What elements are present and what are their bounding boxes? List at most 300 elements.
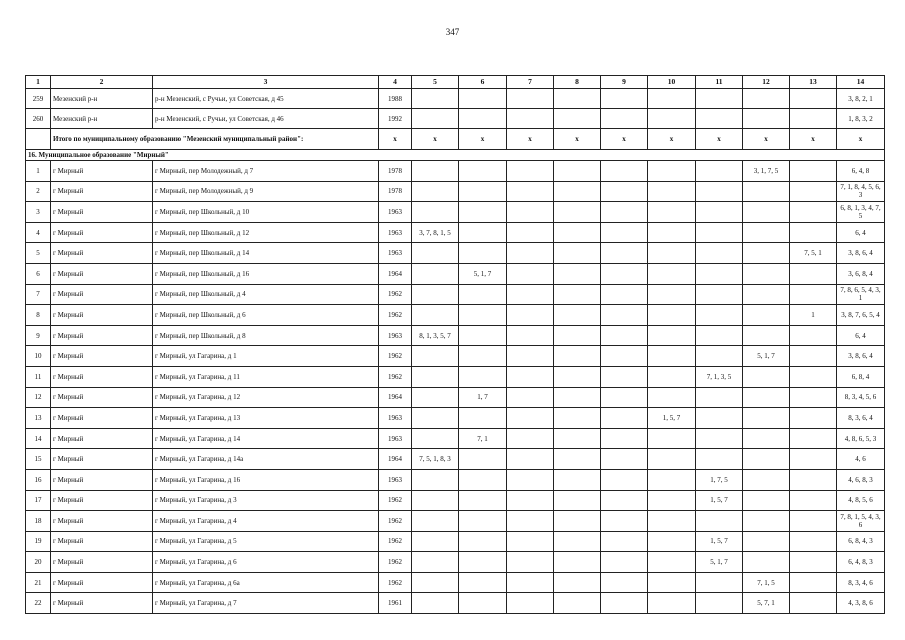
table-row bbox=[26, 263, 885, 284]
year-cell: 1963 bbox=[379, 408, 412, 429]
value-cell-c6 bbox=[459, 89, 507, 109]
value-cell-c14: 8, 3, 4, 6 bbox=[837, 572, 885, 593]
value-cell-c12: 7, 1, 5 bbox=[743, 572, 790, 593]
year-cell: 1962 bbox=[379, 552, 412, 573]
value-cell-c12 bbox=[743, 263, 790, 284]
address-cell: г Мирный, ул Гагарина, д 4 bbox=[153, 511, 379, 532]
address-cell: г Мирный, ул Гагарина, д 16 bbox=[153, 469, 379, 490]
value-cell-c13 bbox=[790, 325, 837, 346]
value-cell-c11 bbox=[696, 408, 743, 429]
value-cell-c12 bbox=[743, 284, 790, 305]
row-number: 1 bbox=[26, 161, 51, 182]
address-cell: г Мирный, пер Школьный, д 4 bbox=[153, 284, 379, 305]
total-x-cell: x bbox=[648, 129, 696, 150]
total-x-cell: x bbox=[412, 129, 459, 150]
value-cell-c5 bbox=[412, 202, 459, 223]
value-cell-c12 bbox=[743, 243, 790, 264]
value-cell-c11: 5, 1, 7 bbox=[696, 552, 743, 573]
value-cell-c9 bbox=[601, 408, 648, 429]
value-cell-c7 bbox=[507, 428, 554, 449]
value-cell-c7 bbox=[507, 109, 554, 129]
column-header: 11 bbox=[696, 76, 743, 89]
value-cell-c8 bbox=[554, 202, 601, 223]
section-row bbox=[26, 150, 885, 161]
address-cell: г Мирный, пер Школьный, д 10 bbox=[153, 202, 379, 223]
value-cell-c13 bbox=[790, 552, 837, 573]
value-cell-c8 bbox=[554, 593, 601, 614]
value-cell-c12: 5, 7, 1 bbox=[743, 593, 790, 614]
row-number: 5 bbox=[26, 243, 51, 264]
value-cell-c5 bbox=[412, 284, 459, 305]
table-row bbox=[26, 284, 885, 305]
value-cell-c6 bbox=[459, 222, 507, 243]
address-cell: г Мирный, ул Гагарина, д 1 bbox=[153, 346, 379, 367]
row-number: 4 bbox=[26, 222, 51, 243]
value-cell-c8 bbox=[554, 222, 601, 243]
table-row bbox=[26, 109, 885, 129]
table-row bbox=[26, 511, 885, 532]
address-cell: г Мирный, пер Школьный, д 16 bbox=[153, 263, 379, 284]
value-cell-c13 bbox=[790, 511, 837, 532]
value-cell-c6: 5, 1, 7 bbox=[459, 263, 507, 284]
total-x-cell: x bbox=[837, 129, 885, 150]
value-cell-c10 bbox=[648, 202, 696, 223]
district-cell: г Мирный bbox=[51, 572, 153, 593]
value-cell-c10 bbox=[648, 89, 696, 109]
district-cell: г Мирный bbox=[51, 531, 153, 552]
year-cell: 1961 bbox=[379, 593, 412, 614]
value-cell-c8 bbox=[554, 469, 601, 490]
value-cell-c7 bbox=[507, 243, 554, 264]
value-cell-c7 bbox=[507, 490, 554, 511]
value-cell-c10 bbox=[648, 243, 696, 264]
address-cell: г Мирный, ул Гагарина, д 13 bbox=[153, 408, 379, 429]
value-cell-c13 bbox=[790, 89, 837, 109]
value-cell-c12 bbox=[743, 109, 790, 129]
total-x-cell: x bbox=[507, 129, 554, 150]
district-cell: г Мирный bbox=[51, 181, 153, 202]
value-cell-c7 bbox=[507, 593, 554, 614]
value-cell-c7 bbox=[507, 366, 554, 387]
table-row bbox=[26, 181, 885, 202]
value-cell-c12: 3, 1, 7, 5 bbox=[743, 161, 790, 182]
row-number: 3 bbox=[26, 202, 51, 223]
district-cell: г Мирный bbox=[51, 490, 153, 511]
value-cell-c10 bbox=[648, 572, 696, 593]
value-cell-c5 bbox=[412, 89, 459, 109]
table-row bbox=[26, 469, 885, 490]
value-cell-c8 bbox=[554, 181, 601, 202]
value-cell-c7 bbox=[507, 511, 554, 532]
value-cell-c9 bbox=[601, 366, 648, 387]
address-cell: г Мирный, пер Молодежный, д 7 bbox=[153, 161, 379, 182]
value-cell-c14: 3, 8, 7, 6, 5, 4 bbox=[837, 305, 885, 326]
value-cell-c9 bbox=[601, 552, 648, 573]
value-cell-c5 bbox=[412, 305, 459, 326]
value-cell-c13 bbox=[790, 109, 837, 129]
value-cell-c5 bbox=[412, 109, 459, 129]
value-cell-c10 bbox=[648, 305, 696, 326]
value-cell-c12 bbox=[743, 222, 790, 243]
value-cell-c13 bbox=[790, 263, 837, 284]
column-header: 8 bbox=[554, 76, 601, 89]
value-cell-c8 bbox=[554, 408, 601, 429]
value-cell-c9 bbox=[601, 346, 648, 367]
value-cell-c5 bbox=[412, 243, 459, 264]
value-cell-c14: 7, 1, 8, 4, 5, 6, 3 bbox=[837, 181, 885, 202]
address-cell: р-н Мезенский, с Ручьи, ул Советская, д 46 bbox=[153, 109, 379, 129]
value-cell-c14: 4, 3, 8, 6 bbox=[837, 593, 885, 614]
year-cell: 1963 bbox=[379, 325, 412, 346]
value-cell-c14: 3, 6, 8, 4 bbox=[837, 263, 885, 284]
district-cell: г Мирный bbox=[51, 305, 153, 326]
year-cell: 1963 bbox=[379, 428, 412, 449]
value-cell-c7 bbox=[507, 387, 554, 408]
value-cell-c7 bbox=[507, 346, 554, 367]
value-cell-c13 bbox=[790, 531, 837, 552]
year-cell: 1964 bbox=[379, 449, 412, 470]
year-cell: 1978 bbox=[379, 161, 412, 182]
value-cell-c9 bbox=[601, 284, 648, 305]
value-cell-c5 bbox=[412, 490, 459, 511]
header-row bbox=[26, 76, 885, 89]
column-header: 9 bbox=[601, 76, 648, 89]
column-header: 10 bbox=[648, 76, 696, 89]
value-cell-c8 bbox=[554, 161, 601, 182]
district-cell: г Мирный bbox=[51, 325, 153, 346]
value-cell-c9 bbox=[601, 202, 648, 223]
year-cell: 1962 bbox=[379, 531, 412, 552]
value-cell-c12 bbox=[743, 366, 790, 387]
value-cell-c6 bbox=[459, 202, 507, 223]
value-cell-c5 bbox=[412, 593, 459, 614]
address-cell: г Мирный, ул Гагарина, д 6 bbox=[153, 552, 379, 573]
district-cell: г Мирный bbox=[51, 222, 153, 243]
district-cell: г Мирный bbox=[51, 263, 153, 284]
year-cell: 1962 bbox=[379, 305, 412, 326]
value-cell-c11 bbox=[696, 222, 743, 243]
value-cell-c9 bbox=[601, 490, 648, 511]
value-cell-c14: 6, 8, 1, 3, 4, 7, 5 bbox=[837, 202, 885, 223]
total-x-cell: x bbox=[379, 129, 412, 150]
value-cell-c10 bbox=[648, 449, 696, 470]
value-cell-c11: 1, 7, 5 bbox=[696, 469, 743, 490]
value-cell-c11 bbox=[696, 346, 743, 367]
value-cell-c14: 3, 8, 6, 4 bbox=[837, 243, 885, 264]
total-x-cell: x bbox=[554, 129, 601, 150]
value-cell-c9 bbox=[601, 387, 648, 408]
address-cell: г Мирный, ул Гагарина, д 14 bbox=[153, 428, 379, 449]
value-cell-c13: 1 bbox=[790, 305, 837, 326]
address-cell: г Мирный, ул Гагарина, д 11 bbox=[153, 366, 379, 387]
row-number: 14 bbox=[26, 428, 51, 449]
value-cell-c10 bbox=[648, 161, 696, 182]
value-cell-c10 bbox=[648, 552, 696, 573]
register-table bbox=[25, 75, 885, 614]
value-cell-c14: 6, 4, 8, 3 bbox=[837, 552, 885, 573]
value-cell-c10 bbox=[648, 181, 696, 202]
column-header: 14 bbox=[837, 76, 885, 89]
value-cell-c10 bbox=[648, 325, 696, 346]
value-cell-c10 bbox=[648, 469, 696, 490]
value-cell-c10 bbox=[648, 366, 696, 387]
table-row bbox=[26, 305, 885, 326]
value-cell-c5 bbox=[412, 366, 459, 387]
value-cell-c6 bbox=[459, 490, 507, 511]
value-cell-c12 bbox=[743, 408, 790, 429]
value-cell-c10 bbox=[648, 511, 696, 532]
district-cell: г Мирный bbox=[51, 469, 153, 490]
value-cell-c7 bbox=[507, 325, 554, 346]
value-cell-c5 bbox=[412, 531, 459, 552]
table-row bbox=[26, 490, 885, 511]
value-cell-c6 bbox=[459, 325, 507, 346]
value-cell-c14: 3, 8, 6, 4 bbox=[837, 346, 885, 367]
column-header: 2 bbox=[51, 76, 153, 89]
value-cell-c8 bbox=[554, 511, 601, 532]
value-cell-c13 bbox=[790, 490, 837, 511]
address-cell: г Мирный, ул Гагарина, д 12 bbox=[153, 387, 379, 408]
year-cell: 1963 bbox=[379, 222, 412, 243]
value-cell-c8 bbox=[554, 284, 601, 305]
value-cell-c11 bbox=[696, 449, 743, 470]
column-header: 3 bbox=[153, 76, 379, 89]
value-cell-c11: 1, 5, 7 bbox=[696, 490, 743, 511]
value-cell-c6: 1, 7 bbox=[459, 387, 507, 408]
address-cell: р-н Мезенский, с Ручьи, ул Советская, д 45 bbox=[153, 89, 379, 109]
value-cell-c7 bbox=[507, 263, 554, 284]
value-cell-c13 bbox=[790, 387, 837, 408]
value-cell-c5 bbox=[412, 511, 459, 532]
value-cell-c11: 7, 1, 3, 5 bbox=[696, 366, 743, 387]
value-cell-c6 bbox=[459, 449, 507, 470]
column-header: 4 bbox=[379, 76, 412, 89]
value-cell-c11 bbox=[696, 305, 743, 326]
year-cell: 1964 bbox=[379, 263, 412, 284]
value-cell-c5 bbox=[412, 572, 459, 593]
value-cell-c6 bbox=[459, 346, 507, 367]
value-cell-c11 bbox=[696, 511, 743, 532]
value-cell-c7 bbox=[507, 531, 554, 552]
value-cell-c11 bbox=[696, 572, 743, 593]
value-cell-c9 bbox=[601, 109, 648, 129]
address-cell: г Мирный, ул Гагарина, д 7 bbox=[153, 593, 379, 614]
row-number: 11 bbox=[26, 366, 51, 387]
value-cell-c8 bbox=[554, 428, 601, 449]
value-cell-c12 bbox=[743, 89, 790, 109]
value-cell-c11 bbox=[696, 161, 743, 182]
value-cell-c7 bbox=[507, 552, 554, 573]
value-cell-c6 bbox=[459, 511, 507, 532]
value-cell-c7 bbox=[507, 89, 554, 109]
value-cell-c9 bbox=[601, 511, 648, 532]
value-cell-c10: 1, 5, 7 bbox=[648, 408, 696, 429]
column-header: 13 bbox=[790, 76, 837, 89]
value-cell-c9 bbox=[601, 593, 648, 614]
value-cell-c6 bbox=[459, 469, 507, 490]
address-cell: г Мирный, пер Школьный, д 14 bbox=[153, 243, 379, 264]
value-cell-c11 bbox=[696, 387, 743, 408]
column-header: 7 bbox=[507, 76, 554, 89]
value-cell-c8 bbox=[554, 490, 601, 511]
row-number: 16 bbox=[26, 469, 51, 490]
value-cell-c5 bbox=[412, 408, 459, 429]
section-title: 16. Муниципальное образование "Мирный" bbox=[26, 150, 885, 161]
value-cell-c12 bbox=[743, 552, 790, 573]
value-cell-c10 bbox=[648, 387, 696, 408]
value-cell-c14: 6, 8, 4, 3 bbox=[837, 531, 885, 552]
value-cell-c10 bbox=[648, 284, 696, 305]
total-x-cell: x bbox=[696, 129, 743, 150]
value-cell-c11 bbox=[696, 593, 743, 614]
value-cell-c14: 4, 6 bbox=[837, 449, 885, 470]
row-number: 17 bbox=[26, 490, 51, 511]
value-cell-c8 bbox=[554, 449, 601, 470]
value-cell-c5: 7, 5, 1, 8, 3 bbox=[412, 449, 459, 470]
page-number: 347 bbox=[445, 27, 460, 37]
value-cell-c5 bbox=[412, 552, 459, 573]
value-cell-c14: 1, 8, 3, 2 bbox=[837, 109, 885, 129]
district-cell: г Мирный bbox=[51, 552, 153, 573]
value-cell-c10 bbox=[648, 593, 696, 614]
value-cell-c13 bbox=[790, 222, 837, 243]
value-cell-c7 bbox=[507, 222, 554, 243]
value-cell-c10 bbox=[648, 428, 696, 449]
value-cell-c9 bbox=[601, 325, 648, 346]
year-cell: 1963 bbox=[379, 202, 412, 223]
value-cell-c7 bbox=[507, 408, 554, 429]
column-header: 6 bbox=[459, 76, 507, 89]
district-cell: г Мирный bbox=[51, 408, 153, 429]
address-cell: г Мирный, ул Гагарина, д 5 bbox=[153, 531, 379, 552]
table-row bbox=[26, 89, 885, 109]
value-cell-c5 bbox=[412, 181, 459, 202]
value-cell-c6 bbox=[459, 161, 507, 182]
year-cell: 1978 bbox=[379, 181, 412, 202]
value-cell-c8 bbox=[554, 89, 601, 109]
district-cell: г Мирный bbox=[51, 593, 153, 614]
total-x-cell: x bbox=[743, 129, 790, 150]
district-cell: г Мирный bbox=[51, 366, 153, 387]
table-row bbox=[26, 222, 885, 243]
district-cell: Мезенский р-н bbox=[51, 89, 153, 109]
value-cell-c7 bbox=[507, 469, 554, 490]
year-cell: 1962 bbox=[379, 511, 412, 532]
value-cell-c6 bbox=[459, 181, 507, 202]
value-cell-c7 bbox=[507, 161, 554, 182]
table-row bbox=[26, 449, 885, 470]
value-cell-c11: 1, 5, 7 bbox=[696, 531, 743, 552]
total-row bbox=[26, 129, 885, 150]
column-header: 1 bbox=[26, 76, 51, 89]
value-cell-c12 bbox=[743, 428, 790, 449]
value-cell-c12 bbox=[743, 325, 790, 346]
address-cell: г Мирный, пер Молодежный, д 9 bbox=[153, 181, 379, 202]
value-cell-c6 bbox=[459, 366, 507, 387]
value-cell-c10 bbox=[648, 490, 696, 511]
value-cell-c7 bbox=[507, 572, 554, 593]
value-cell-c12 bbox=[743, 449, 790, 470]
value-cell-c7 bbox=[507, 449, 554, 470]
value-cell-c6 bbox=[459, 552, 507, 573]
year-cell: 1962 bbox=[379, 346, 412, 367]
value-cell-c10 bbox=[648, 222, 696, 243]
district-cell: г Мирный bbox=[51, 243, 153, 264]
row-number: 12 bbox=[26, 387, 51, 408]
column-header: 5 bbox=[412, 76, 459, 89]
value-cell-c8 bbox=[554, 325, 601, 346]
row-number: 19 bbox=[26, 531, 51, 552]
row-number: 22 bbox=[26, 593, 51, 614]
value-cell-c7 bbox=[507, 181, 554, 202]
value-cell-c12 bbox=[743, 387, 790, 408]
value-cell-c8 bbox=[554, 531, 601, 552]
value-cell-c9 bbox=[601, 531, 648, 552]
value-cell-c14: 6, 4 bbox=[837, 325, 885, 346]
value-cell-c14: 4, 6, 8, 3 bbox=[837, 469, 885, 490]
district-cell: г Мирный bbox=[51, 161, 153, 182]
value-cell-c11 bbox=[696, 202, 743, 223]
row-number: 18 bbox=[26, 511, 51, 532]
row-number: 6 bbox=[26, 263, 51, 284]
value-cell-c11 bbox=[696, 243, 743, 264]
total-x-cell: x bbox=[601, 129, 648, 150]
value-cell-c13 bbox=[790, 572, 837, 593]
value-cell-c9 bbox=[601, 222, 648, 243]
value-cell-c9 bbox=[601, 428, 648, 449]
district-cell: г Мирный bbox=[51, 284, 153, 305]
value-cell-c10 bbox=[648, 531, 696, 552]
value-cell-c7 bbox=[507, 202, 554, 223]
value-cell-c6 bbox=[459, 305, 507, 326]
value-cell-c11 bbox=[696, 325, 743, 346]
table-body bbox=[26, 89, 885, 614]
district-cell: г Мирный bbox=[51, 449, 153, 470]
value-cell-c7 bbox=[507, 305, 554, 326]
value-cell-c6 bbox=[459, 284, 507, 305]
year-cell: 1988 bbox=[379, 89, 412, 109]
year-cell: 1964 bbox=[379, 387, 412, 408]
value-cell-c14: 7, 8, 1, 5, 4, 3, 6 bbox=[837, 511, 885, 532]
value-cell-c10 bbox=[648, 109, 696, 129]
value-cell-c8 bbox=[554, 263, 601, 284]
value-cell-c5: 8, 1, 3, 5, 7 bbox=[412, 325, 459, 346]
value-cell-c8 bbox=[554, 552, 601, 573]
table-row bbox=[26, 428, 885, 449]
value-cell-c13 bbox=[790, 449, 837, 470]
row-number: 259 bbox=[26, 89, 51, 109]
value-cell-c13 bbox=[790, 181, 837, 202]
row-number: 9 bbox=[26, 325, 51, 346]
value-cell-c8 bbox=[554, 305, 601, 326]
row-number: 20 bbox=[26, 552, 51, 573]
value-cell-c13 bbox=[790, 366, 837, 387]
total-x-cell: x bbox=[790, 129, 837, 150]
value-cell-c5 bbox=[412, 428, 459, 449]
value-cell-c8 bbox=[554, 387, 601, 408]
value-cell-c5 bbox=[412, 263, 459, 284]
value-cell-c13 bbox=[790, 346, 837, 367]
value-cell-c8 bbox=[554, 366, 601, 387]
value-cell-c6 bbox=[459, 408, 507, 429]
value-cell-c14: 6, 4, 8 bbox=[837, 161, 885, 182]
table-row bbox=[26, 243, 885, 264]
year-cell: 1992 bbox=[379, 109, 412, 129]
total-label: Итого по муниципальному образованию "Мезенский муниципальный район": bbox=[51, 129, 379, 150]
value-cell-c12 bbox=[743, 202, 790, 223]
year-cell: 1962 bbox=[379, 366, 412, 387]
value-cell-c9 bbox=[601, 305, 648, 326]
